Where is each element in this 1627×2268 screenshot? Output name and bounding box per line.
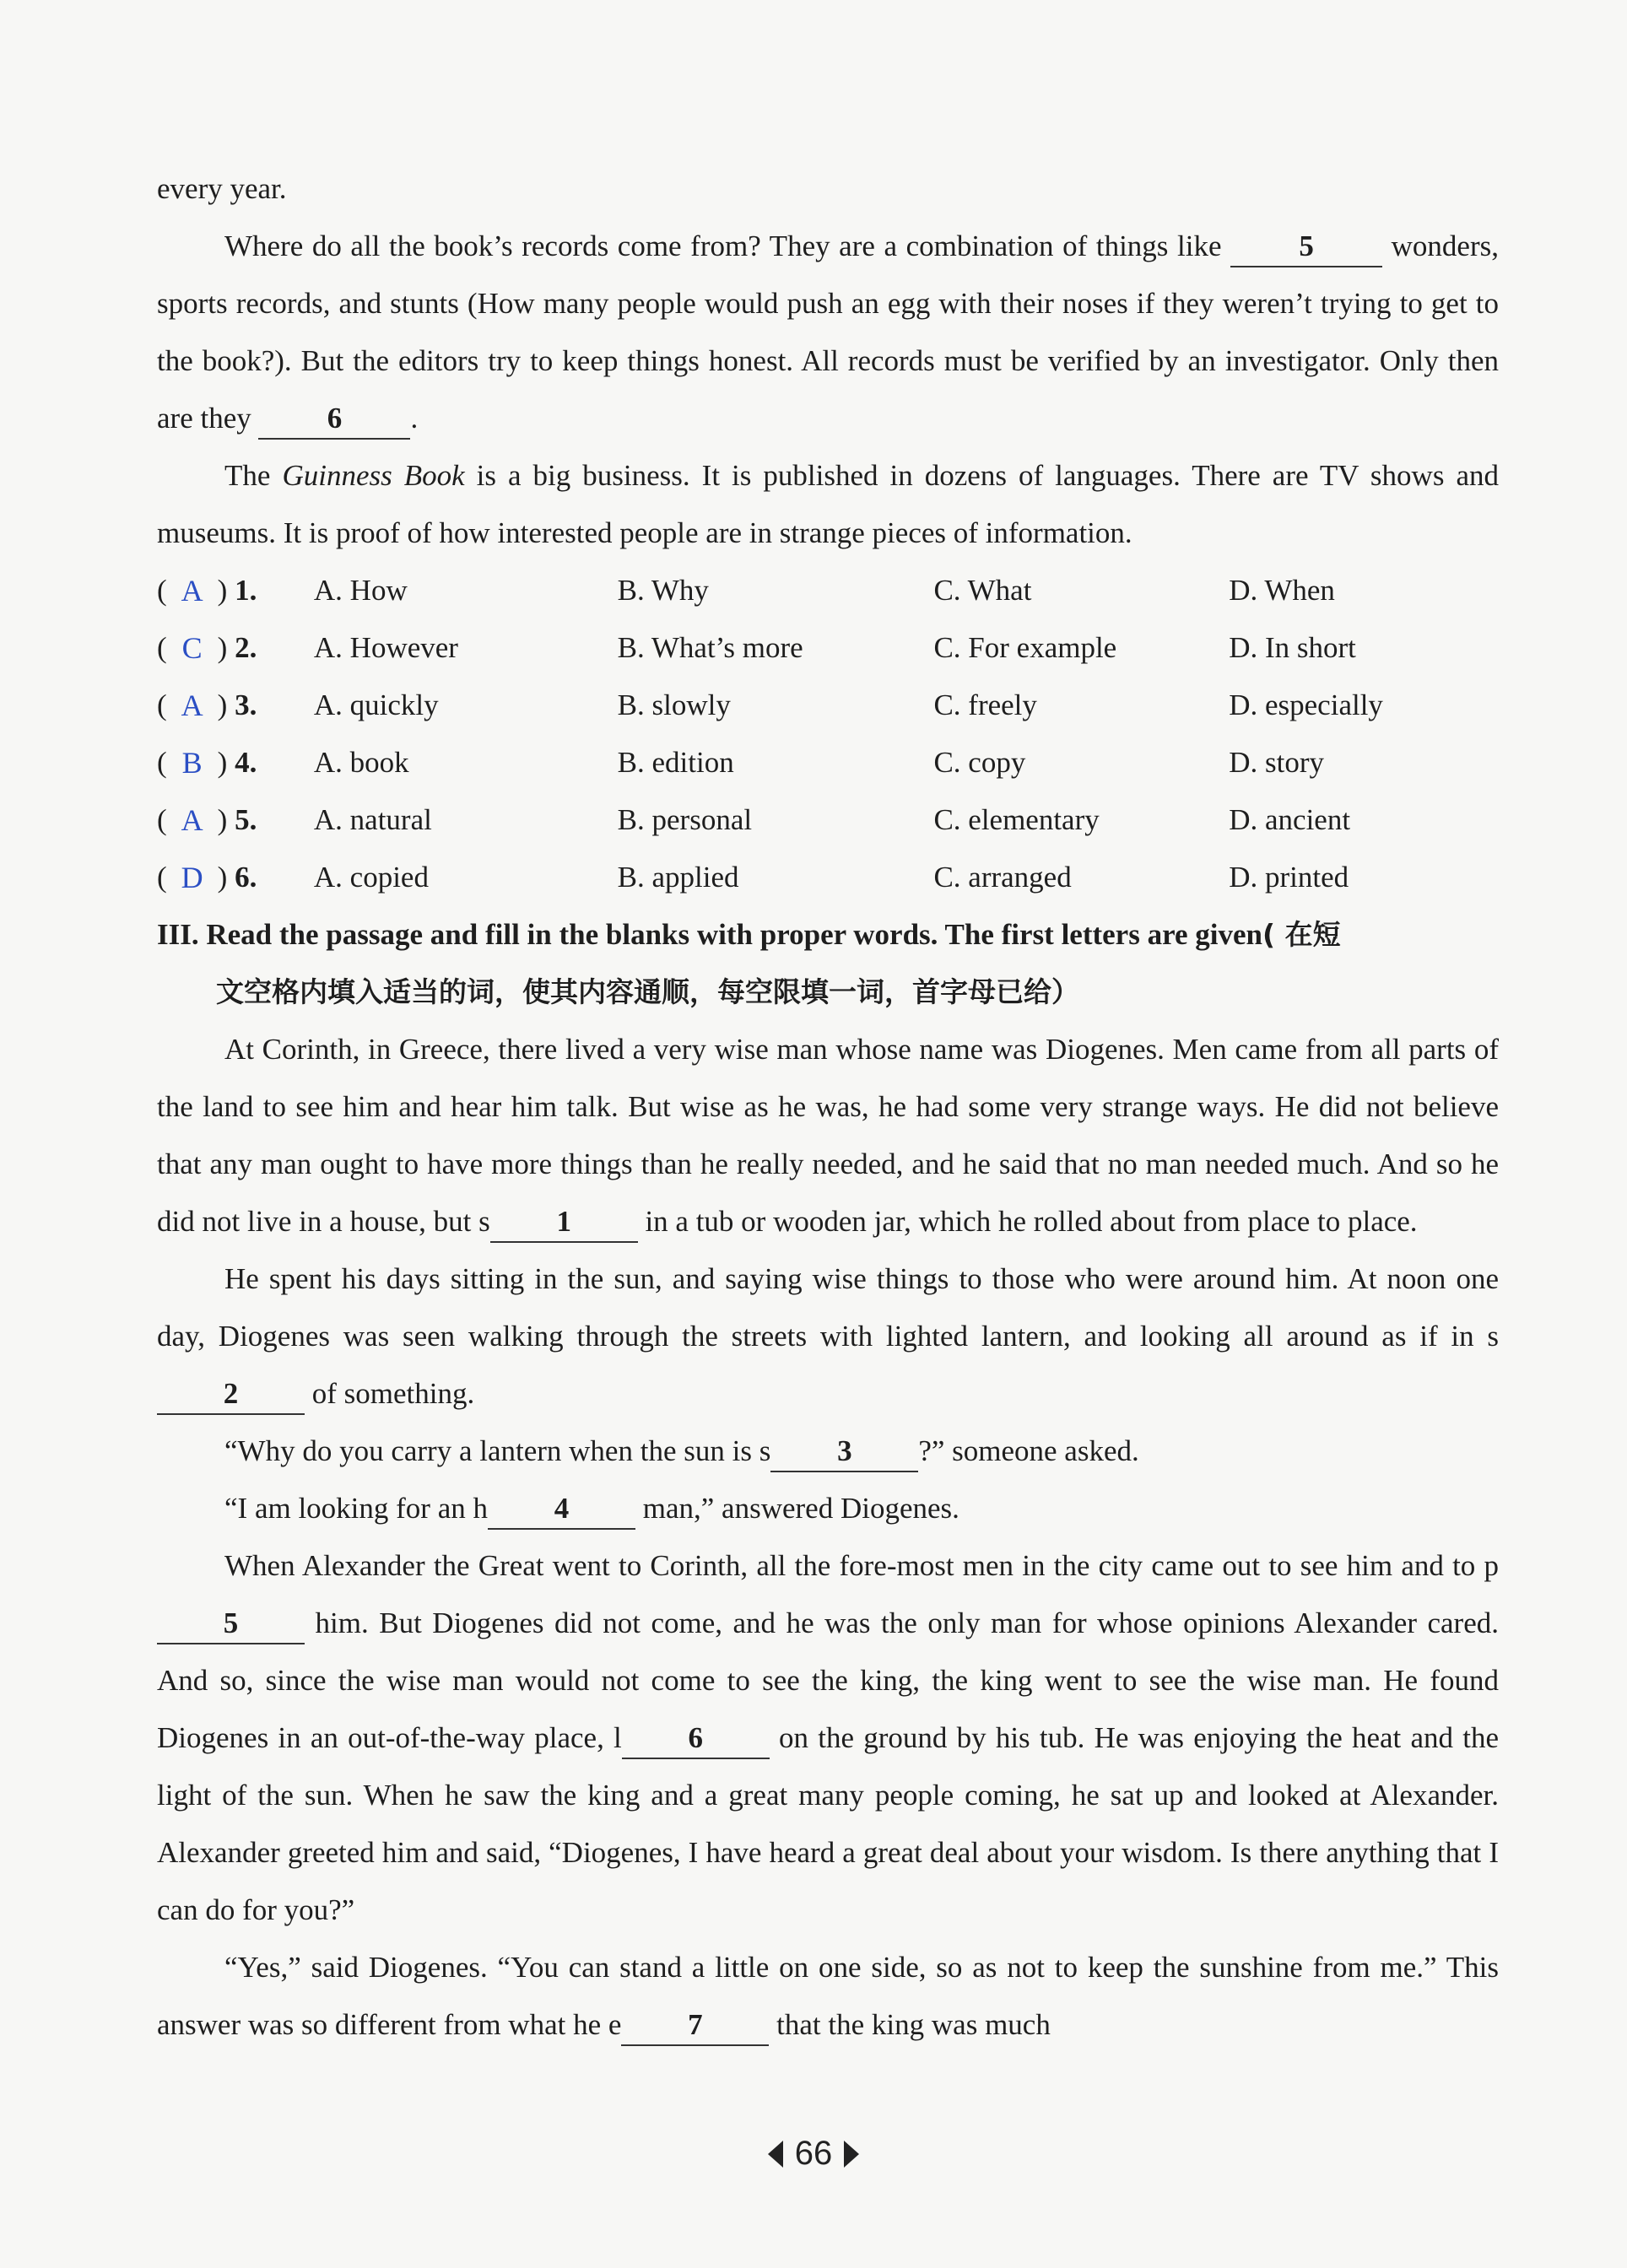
answer-slot[interactable]: ( A ) 3.	[157, 677, 314, 734]
paragraph	[157, 1939, 1499, 2054]
option-a[interactable]: A. natural	[313, 803, 432, 836]
section-title: III. Read the passage and fill in the blanks with proper words. The first letters are given	[157, 918, 1262, 951]
option-c[interactable]: C. What	[933, 574, 1032, 607]
text: of something.	[311, 1377, 475, 1410]
option-row	[157, 677, 1499, 734]
option-b[interactable]: B. edition	[617, 746, 734, 779]
section-heading	[157, 906, 1499, 964]
question-number: 3.	[235, 688, 257, 721]
text: on the ground by his tub. He was enjoying the heat and the light of the sun. When he saw the king and a great many people coming, he sat up and looked at Alexander. Alexander greeted him and said, “Diogenes, I have heard a great deal about your wisdom. Is there anything that I can do for you?”	[157, 1721, 1499, 1926]
option-a[interactable]: A. quickly	[313, 688, 439, 721]
answer-blank[interactable]: 2	[157, 1374, 305, 1415]
option-a[interactable]: A. copied	[313, 861, 429, 894]
text: man,” answered Diogenes.	[642, 1492, 959, 1525]
option-c[interactable]: C. freely	[933, 688, 1037, 721]
text: every year.	[157, 172, 287, 205]
question-number: 2.	[235, 631, 257, 664]
section-instruction-cn: 文空格内填入适当的词，使其内容通顺，每空限填一词，首字母已给）	[216, 975, 1079, 1008]
paragraph	[157, 1537, 1499, 1939]
option-a[interactable]: A. However	[313, 631, 458, 664]
text: him. But Diogenes did not come, and he was the only man for whose opinions Alexander cared. And so, since the wise man would not come to see the king, the king went to see the wise man. He found Diogenes in an out-of-the-way place, l	[157, 1606, 1500, 1754]
answer-blank[interactable]: 1	[490, 1202, 638, 1243]
answer-blank[interactable]: 4	[488, 1489, 635, 1530]
text: wonders, sports records, and stunts (How many people would push an egg with their noses if they weren’t trying to get to the book?). But the editors try to keep things honest. All records must be verified by an investigator. Only then are they	[157, 230, 1499, 435]
text: is a big business. It is published in dozens of languages. There are TV shows and museums. It is proof of how interested people are in strange pieces of information.	[157, 459, 1499, 549]
paragraph	[157, 1480, 1499, 1537]
option-b[interactable]: B. What’s more	[617, 631, 803, 664]
text: that the king was much	[776, 2008, 1051, 2041]
option-b[interactable]: B. Why	[617, 574, 709, 607]
page-number: 66	[794, 2135, 833, 2172]
option-a[interactable]: A. How	[313, 574, 408, 607]
option-b[interactable]: B. applied	[617, 861, 739, 894]
text: “Yes,” said Diogenes. “You can stand a little on one side, so as not to keep the sunshine from me.” This answer was so different from what he e	[157, 1951, 1499, 2041]
paragraph	[157, 1423, 1499, 1480]
text: in a tub or wooden jar, which he rolled about from place to place.	[645, 1205, 1418, 1238]
page-footer	[0, 2135, 1627, 2173]
answer-blank[interactable]: 5	[1230, 227, 1382, 267]
option-d[interactable]: D. especially	[1229, 688, 1383, 721]
option-c[interactable]: C. copy	[933, 746, 1026, 779]
text: The	[224, 459, 271, 492]
text: Where do all the book’s records come from? They are a combination of things like	[224, 230, 1222, 262]
option-row	[157, 734, 1499, 791]
question-number: 6.	[235, 861, 257, 894]
question-number: 1.	[235, 574, 257, 607]
option-b[interactable]: B. personal	[617, 803, 753, 836]
page-content	[157, 160, 1499, 2054]
paragraph	[157, 1250, 1499, 1423]
option-d[interactable]: D. printed	[1229, 861, 1349, 894]
options-list	[157, 562, 1499, 906]
answer-blank[interactable]: 6	[258, 399, 410, 440]
answer-blank[interactable]: 3	[770, 1432, 918, 1472]
answer-letter: C	[181, 631, 203, 665]
text: At Corinth, in Greece, there lived a very wise man whose name was Diogenes. Men came from all parts of the land to see him and hear him talk. But wise as he was, he had some very strange ways. He did not believe that any man ought to have more things than he really needed, and he said that no man needed much. And so he did not live in a house, but s	[157, 1033, 1499, 1238]
next-page-icon[interactable]	[844, 2141, 859, 2168]
option-d[interactable]: D. story	[1229, 746, 1324, 779]
answer-slot[interactable]: ( B ) 4.	[157, 734, 314, 791]
answer-slot[interactable]: ( A ) 5.	[157, 791, 314, 849]
question-number: 4.	[235, 746, 257, 779]
text: When Alexander the Great went to Corinth, all the fore-most men in the city came out to see him and to p	[224, 1549, 1499, 1582]
option-c[interactable]: C. arranged	[933, 861, 1072, 894]
option-d[interactable]: D. When	[1229, 574, 1335, 607]
text: .	[410, 402, 419, 435]
answer-blank[interactable]: 6	[622, 1719, 770, 1759]
paragraph	[157, 1021, 1499, 1250]
option-row	[157, 849, 1499, 906]
text: “Why do you carry a lantern when the sun is s	[224, 1434, 771, 1467]
paragraph	[157, 447, 1499, 562]
previous-page-icon[interactable]	[768, 2141, 783, 2168]
section-title-cn: ( 在短	[1262, 918, 1341, 951]
text: He spent his days sitting in the sun, and saying wise things to those who were around him. At noon one day, Diogenes was seen walking through the streets with lighted lantern, and looking all around as if in s	[157, 1262, 1499, 1353]
answer-letter: A	[181, 803, 203, 837]
text: ?” someone asked.	[918, 1434, 1139, 1467]
paragraph	[157, 218, 1499, 447]
option-row	[157, 619, 1499, 677]
option-row	[157, 562, 1499, 619]
option-a[interactable]: A. book	[313, 746, 409, 779]
option-c[interactable]: C. For example	[933, 631, 1117, 664]
answer-letter: D	[181, 861, 203, 894]
answer-slot[interactable]: ( A ) 1.	[157, 562, 314, 619]
option-c[interactable]: C. elementary	[933, 803, 1100, 836]
text: “I am looking for an h	[224, 1492, 488, 1525]
answer-slot[interactable]: ( C ) 2.	[157, 619, 314, 677]
answer-blank[interactable]: 5	[157, 1604, 305, 1644]
answer-letter: B	[181, 746, 203, 780]
option-d[interactable]: D. In short	[1229, 631, 1356, 664]
question-number: 5.	[235, 803, 257, 836]
paragraph	[157, 160, 1499, 218]
option-d[interactable]: D. ancient	[1229, 803, 1351, 836]
answer-letter: A	[181, 574, 203, 608]
option-b[interactable]: B. slowly	[617, 688, 731, 721]
answer-letter: A	[181, 688, 203, 722]
answer-slot[interactable]: ( D ) 6.	[157, 849, 314, 906]
option-row	[157, 791, 1499, 849]
answer-blank[interactable]: 7	[621, 2006, 769, 2046]
book-title: Guinness Book	[282, 459, 465, 492]
